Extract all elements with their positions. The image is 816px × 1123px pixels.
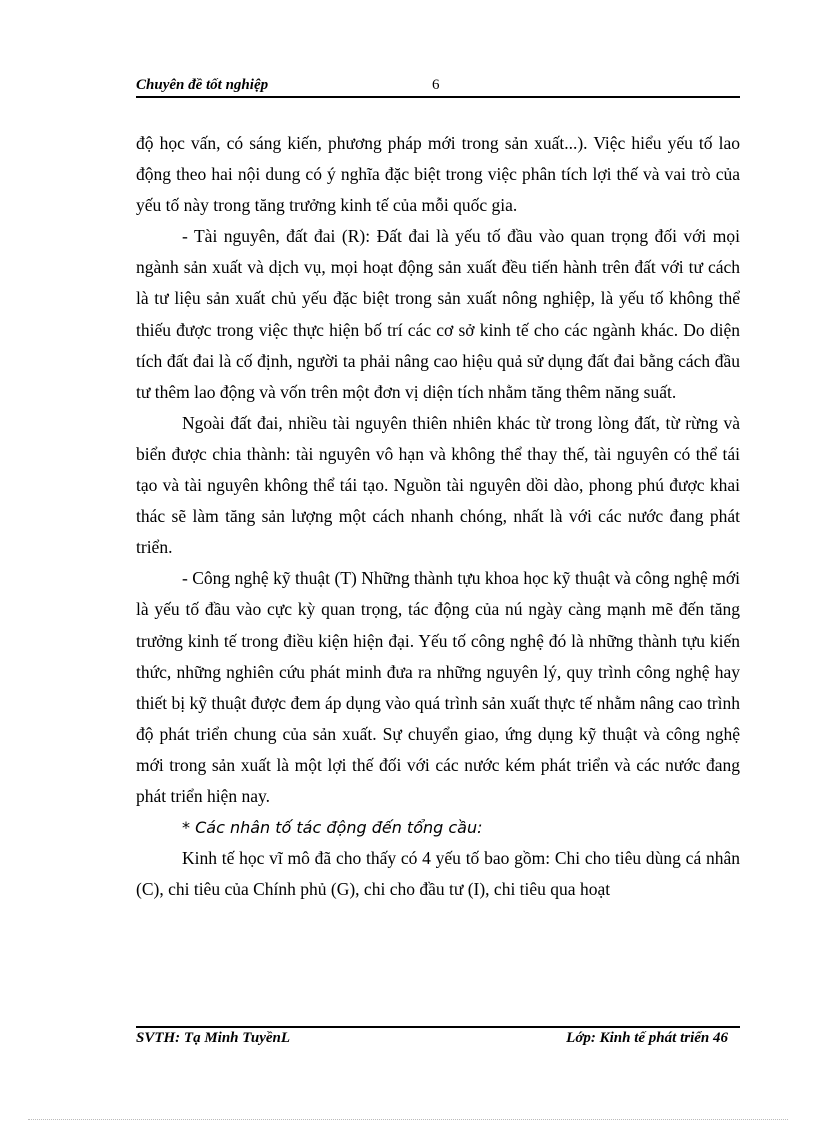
header-rule (136, 96, 740, 98)
page-header (136, 77, 740, 97)
footer-rule (136, 1026, 740, 1028)
paragraph-labor-continued: độ học vấn, có sáng kiến, phương pháp mới trong sản xuất...). Việc hiểu yếu tố lao động theo hai nội dung có ý nghĩa đặc biệt trong việc phân tích lợi thế và vai trò của yếu tố này trong tăng trưởng kinh tế của mỗi quốc gia. (136, 133, 740, 216)
header-title: Chuyên đề tốt nghiệp (136, 77, 269, 93)
document-body (136, 128, 740, 905)
paragraph-land-resources: - Tài nguyên, đất đai (R): Đất đai là yếu tố đầu vào quan trọng đối với mọi ngành sản xuất và dịch vụ, mọi hoạt động sản xuất đều tiến hành trên đất với tư cách là tư liệu sản xuất chủ yếu đặc biệt trong sản xuất nông nghiệp, là yếu tố không thể thiếu được trong việc thực hiện bố trí các cơ sở kinh tế cho các ngành khác. Do diện tích đất đai là cố định, người ta phải nâng cao hiệu quả sử dụng đất đai bằng cách đầu tư thêm lao động và vốn trên một đơn vị diện tích nhằm tăng thêm năng suất. (136, 226, 740, 402)
page-footer (136, 1030, 740, 1052)
subheading-aggregate-demand: * Các nhân tố tác động đến tổng cầu: (182, 818, 483, 838)
footer-class: Lớp: Kinh tế phát triển 46 (566, 1030, 728, 1046)
paragraph-natural-resources: Ngoài đất đai, nhiều tài nguyên thiên nhiên khác từ trong lòng đất, từ rừng và biển được chia thành: tài nguyên vô hạn và không thể thay thế, tài nguyên có thể tái tạo và tài nguyên không thể tái tạo. Nguồn tài nguyên dồi dào, phong phú được khai thác sẽ làm tăng sản lượng một cách nhanh chóng, nhất là với các nước đang phát triển. (136, 412, 740, 558)
page-edge-divider (28, 1119, 788, 1120)
paragraph-technology: - Công nghệ kỹ thuật (T) Những thành tựu khoa học kỹ thuật và công nghệ mới là yếu tố đầu vào cực kỳ quan trọng, tác động của nú ngày càng mạnh mẽ đến tăng trưởng kinh tế trong điều kiện hiện đại. Yếu tố công nghệ đó là những thành tựu kiến thức, những nghiên cứu phát minh đưa ra những nguyên lý, quy trình công nghệ hay thiết bị kỹ thuật được đem áp dụng vào quá trình sản xuất thực tế nhằm nâng cao trình độ phát triển chung của sản xuất. Sự chuyển giao, ứng dụng kỹ thuật và công nghệ mới trong sản xuất là một lợi thế đối với các nước kém phát triển và các nước đang phát triển hiện nay. (136, 568, 740, 806)
page-number: 6 (432, 77, 440, 93)
footer-student: SVTH: Tạ Minh TuyềnL (136, 1030, 291, 1046)
paragraph-macroeconomics: Kinh tế học vĩ mô đã cho thấy có 4 yếu tố bao gồm: Chi cho tiêu dùng cá nhân (C), chi tiêu của Chính phủ (G), chi cho đầu tư (I), chi tiêu qua hoạt (136, 848, 740, 900)
